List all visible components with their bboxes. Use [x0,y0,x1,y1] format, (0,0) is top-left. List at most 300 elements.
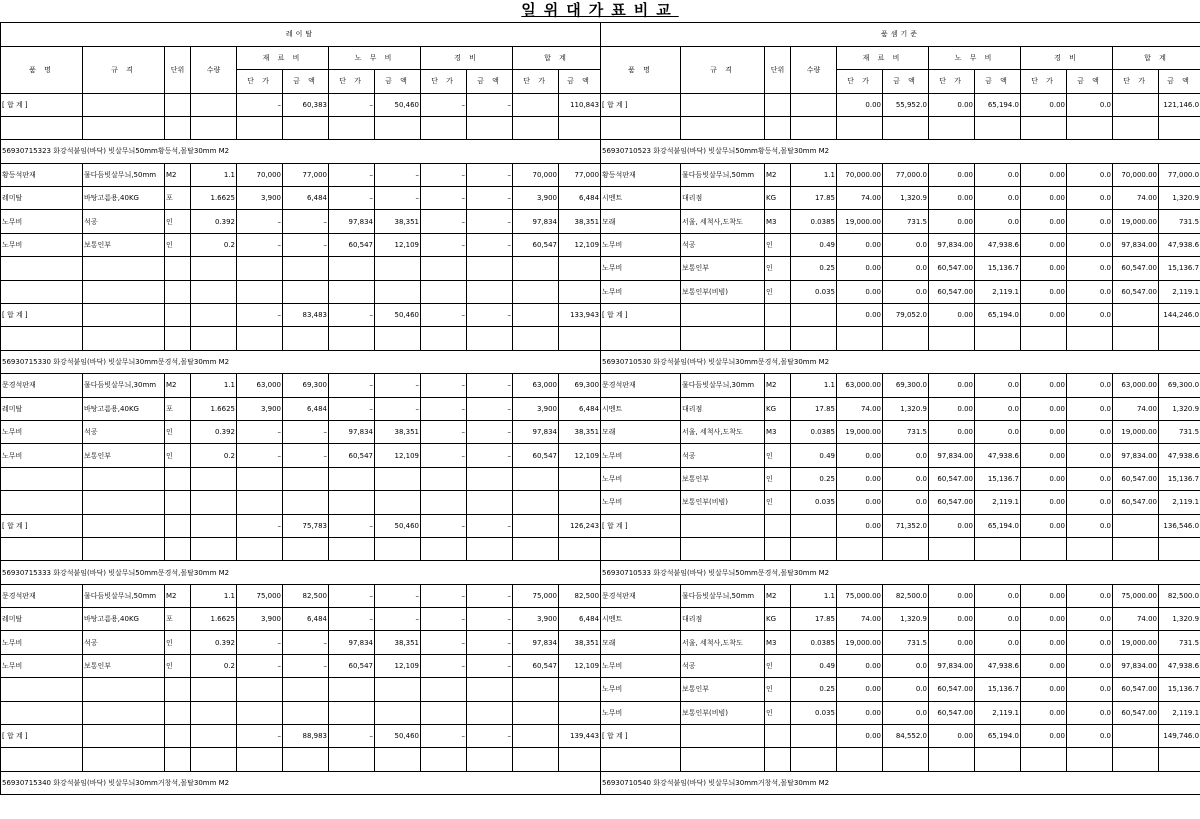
empty-cell [601,537,681,560]
empty-cell [559,257,601,280]
cell-unit: KG [765,187,791,210]
cell-material-amount: 1,320.9 [883,608,929,631]
cell-material-amount: 1,320.9 [883,187,929,210]
subtotal-row [1,514,601,537]
cell-total-amount: 1,320.9 [1159,397,1200,420]
header-amount: 금 액 [883,70,929,94]
section-title: 레이탈 [1,23,601,47]
cell-qty: 17.85 [791,187,837,210]
empty-cell [467,678,513,701]
cell-total-price: 19,000.00 [1113,631,1159,654]
cell-unit: 인 [765,701,791,724]
cell-labor-price: 97,834.00 [929,444,975,467]
cell-labor-price: 0.00 [929,163,975,186]
subtotal-cell [1113,725,1159,748]
cell-item: 노무비 [1,420,83,443]
cell-total-price: 60,547.00 [1113,678,1159,701]
subtotal-cell: – [237,725,283,748]
cell-labor-price: 60,547.00 [929,491,975,514]
header-labor: 노 무 비 [329,46,421,70]
cell-material-price: 0.00 [837,654,883,677]
cell-spec: 보통인부 [83,444,165,467]
empty-cell [559,491,601,514]
cell-labor-amount: 0.0 [975,210,1021,233]
empty-cell [1159,748,1200,771]
cell-total-price: 19,000.00 [1113,210,1159,233]
item-code-row [601,561,1200,584]
table-row [601,233,1200,256]
table-row [601,678,1200,701]
cell-spec: 바탕고름용,40KG [83,608,165,631]
subtotal-cell: – [329,725,375,748]
cell-material-amount: – [283,233,329,256]
subtotal-row [1,93,601,116]
empty-cell [191,467,237,490]
subtotal-cell: – [467,725,513,748]
item-code-title: 56930710530 화강석붙임(바닥) 빗살무늬30mm문경석,몰탈30mm M2 [601,350,1200,373]
empty-cell [559,327,601,350]
subtotal-cell: 65,194.0 [975,725,1021,748]
cell-item: 노무비 [1,654,83,677]
blank-row [601,327,1200,350]
item-code-row [1,140,601,163]
empty-cell [791,537,837,560]
cell-expense-amount: 0.0 [1067,374,1113,397]
empty-cell [1113,537,1159,560]
empty-cell [929,748,975,771]
cell-labor-price: 0.00 [929,374,975,397]
cell-unit: M2 [765,163,791,186]
subtotal-cell: 55,952.0 [883,93,929,116]
cell-item: 모래 [601,420,681,443]
cell-item: 노무비 [601,467,681,490]
cell-expense-price: 0.00 [1021,654,1067,677]
cell-expense-price: 0.00 [1021,584,1067,607]
cell-unit: 인 [765,233,791,256]
header-amount: 금 액 [467,70,513,94]
cell-expense-price: – [421,444,467,467]
cell-unit: 인 [765,280,791,303]
left-table [0,22,601,795]
empty-cell [329,701,375,724]
cell-item: 황등석판재 [1,163,83,186]
empty-cell [765,116,791,139]
empty-cell [83,467,165,490]
cell-total-price: 3,900 [513,397,559,420]
empty-cell [559,537,601,560]
cell-material-amount: 1,320.9 [883,397,929,420]
empty-cell [421,257,467,280]
cell-material-amount: 731.5 [883,420,929,443]
cell-unit: KG [765,397,791,420]
cell-total-amount: 1,320.9 [1159,187,1200,210]
cell-expense-price: – [421,420,467,443]
cell-material-price: 63,000 [237,374,283,397]
cell-unit: 포 [165,608,191,631]
cell-labor-price: – [329,608,375,631]
table-row [601,420,1200,443]
subtotal-cell: 50,460 [375,725,421,748]
empty-cell [283,748,329,771]
cell-qty: 0.0385 [791,210,837,233]
subtotal-cell: – [329,93,375,116]
blank-row [1,491,601,514]
cell-expense-amount: 0.0 [1067,257,1113,280]
empty-cell [837,748,883,771]
cell-expense-price: 0.00 [1021,280,1067,303]
cell-spec: 보통인부 [681,467,765,490]
subtotal-cell: 0.0 [1067,725,1113,748]
empty-cell [329,467,375,490]
cell-qty: 1.6625 [191,187,237,210]
cell-expense-amount: – [467,397,513,420]
cell-material-amount: – [283,654,329,677]
blank-row [1,467,601,490]
blank-row [601,116,1200,139]
subtotal-cell [681,93,765,116]
subtotal-cell: – [421,725,467,748]
cell-unit: 인 [765,467,791,490]
cell-unit: 인 [765,257,791,280]
empty-cell [837,327,883,350]
cell-expense-amount: 0.0 [1067,678,1113,701]
subtotal-cell [765,93,791,116]
subtotal-cell: 0.0 [1067,304,1113,327]
header-spec: 규 격 [83,46,165,93]
cell-material-price: 0.00 [837,467,883,490]
table-row [1,210,601,233]
cell-item: 노무비 [1,444,83,467]
empty-cell [883,116,929,139]
subtotal-row [601,514,1200,537]
subtotal-row [601,93,1200,116]
cell-expense-price: – [421,631,467,654]
cell-qty: 1.1 [791,584,837,607]
cell-qty: 0.392 [191,420,237,443]
cell-material-price: – [237,210,283,233]
cell-material-price: 75,000.00 [837,584,883,607]
cell-material-price: 70,000.00 [837,163,883,186]
cell-total-price: 74.00 [1113,187,1159,210]
empty-cell [601,748,681,771]
cell-expense-amount: 0.0 [1067,420,1113,443]
cell-total-price: 75,000 [513,584,559,607]
cell-item: 문경석판재 [601,374,681,397]
subtotal-cell [191,93,237,116]
table-row [601,257,1200,280]
subtotal-cell: 139,443 [559,725,601,748]
cell-expense-amount: 0.0 [1067,233,1113,256]
empty-cell [513,748,559,771]
header-unit: 단위 [765,46,791,93]
empty-cell [375,678,421,701]
empty-cell [165,748,191,771]
cell-qty: 0.392 [191,210,237,233]
item-code-title: 56930710523 화강석붙임(바닥) 빗살무늬50mm황등석,몰탈30mm M2 [601,140,1200,163]
empty-cell [421,537,467,560]
subtotal-cell: – [421,514,467,537]
subtotal-label: [ 합 계 ] [601,304,681,327]
cell-expense-price: 0.00 [1021,233,1067,256]
cell-total-amount: 82,500 [559,584,601,607]
cell-item: 문경석판재 [601,584,681,607]
empty-cell [929,537,975,560]
cell-material-price: 74.00 [837,187,883,210]
subtotal-cell: – [329,304,375,327]
cell-material-price: 19,000.00 [837,631,883,654]
cell-expense-price: 0.00 [1021,631,1067,654]
cell-material-amount: 0.0 [883,491,929,514]
cell-item: 모래 [601,631,681,654]
subtotal-cell: 88,983 [283,725,329,748]
empty-cell [1,116,83,139]
blank-row [1,116,601,139]
cell-total-price: 60,547 [513,654,559,677]
empty-cell [559,748,601,771]
cell-spec: 서울, 세척사,도착도 [681,210,765,233]
subtotal-cell: 0.00 [837,725,883,748]
right-table [600,22,1200,795]
subtotal-cell: 65,194.0 [975,514,1021,537]
blank-row [601,748,1200,771]
subtotal-cell: 0.00 [837,514,883,537]
cell-material-amount: – [283,444,329,467]
cell-expense-amount: 0.0 [1067,444,1113,467]
document-title: 일위대가표비교 [521,1,679,19]
empty-cell [975,748,1021,771]
cell-total-amount: 15,136.7 [1159,678,1200,701]
section-title: 품셈기준 [601,23,1200,47]
cell-expense-amount: 0.0 [1067,163,1113,186]
empty-cell [191,537,237,560]
cell-spec: 보통인부 [681,257,765,280]
cell-expense-amount: 0.0 [1067,608,1113,631]
header-unit: 단위 [165,46,191,93]
table-row [1,233,601,256]
subtotal-cell [83,304,165,327]
cell-expense-amount: 0.0 [1067,467,1113,490]
table-row [601,444,1200,467]
empty-cell [1021,327,1067,350]
cell-qty: 0.0385 [791,631,837,654]
subtotal-cell: 149,746.0 [1159,725,1200,748]
subtotal-cell: 0.00 [1021,93,1067,116]
cell-material-amount: – [283,420,329,443]
empty-cell [513,491,559,514]
cell-total-price: 74.00 [1113,608,1159,631]
table-row [601,397,1200,420]
cell-labor-amount: 12,109 [375,233,421,256]
header-amount: 금 액 [559,70,601,94]
cell-expense-amount: – [467,631,513,654]
cell-unit: 인 [765,678,791,701]
empty-cell [329,327,375,350]
cell-labor-amount: 2,119.1 [975,280,1021,303]
cell-qty: 1.1 [791,163,837,186]
subtotal-cell [513,93,559,116]
cell-spec: 서울, 세척사,도착도 [681,631,765,654]
cell-expense-price: – [421,187,467,210]
subtotal-label: [ 합 계 ] [601,725,681,748]
cell-labor-amount: 0.0 [975,631,1021,654]
cell-spec: 바탕고름용,40KG [83,397,165,420]
cell-labor-amount: 0.0 [975,420,1021,443]
subtotal-cell [681,514,765,537]
cell-labor-price: 0.00 [929,210,975,233]
cell-material-amount: 6,484 [283,608,329,631]
empty-cell [837,116,883,139]
cell-expense-amount: – [467,187,513,210]
empty-cell [975,116,1021,139]
cell-spec: 물다듬빗살무늬,50mm [83,584,165,607]
empty-cell [1159,537,1200,560]
cell-material-amount: 6,484 [283,397,329,420]
header-total: 합 계 [1113,46,1200,70]
empty-cell [375,257,421,280]
item-code-title: 56930710533 화강석붙임(바닥) 빗살무늬50mm문경석,몰탈30mm M2 [601,561,1200,584]
subtotal-cell [1113,514,1159,537]
empty-cell [329,257,375,280]
cell-total-price: 97,834.00 [1113,444,1159,467]
cell-item: 문경석판재 [1,584,83,607]
header-unit-price: 단 가 [329,70,375,94]
empty-cell [283,537,329,560]
header-labor: 노 무 비 [929,46,1021,70]
cell-labor-price: 60,547 [329,444,375,467]
empty-cell [375,327,421,350]
cell-unit: 인 [165,420,191,443]
empty-cell [191,327,237,350]
cell-unit: M2 [165,163,191,186]
cell-labor-amount: – [375,374,421,397]
cell-spec: 석공 [681,233,765,256]
subtotal-cell [791,514,837,537]
cell-total-amount: 6,484 [559,608,601,631]
subtotal-cell [513,304,559,327]
cell-spec: 서울, 세척사,도착도 [681,420,765,443]
cell-item: 레미탈 [1,397,83,420]
cell-labor-amount: 47,938.6 [975,444,1021,467]
cell-item: 시멘트 [601,187,681,210]
empty-cell [237,537,283,560]
empty-cell [467,748,513,771]
subtotal-cell [83,93,165,116]
blank-row [1,678,601,701]
cell-material-price: 74.00 [837,608,883,631]
empty-cell [165,537,191,560]
cell-total-amount: 69,300 [559,374,601,397]
empty-cell [165,257,191,280]
cell-unit: M2 [165,374,191,397]
cell-material-price: 3,900 [237,187,283,210]
subtotal-cell [165,93,191,116]
table-row [1,631,601,654]
cell-spec: 석공 [681,444,765,467]
cell-material-amount: 0.0 [883,678,929,701]
cell-labor-price: – [329,163,375,186]
subtotal-cell: 0.00 [837,93,883,116]
blank-row [1,257,601,280]
empty-cell [467,491,513,514]
cell-material-price: 74.00 [837,397,883,420]
table-row [601,654,1200,677]
subtotal-cell: 0.0 [1067,93,1113,116]
empty-cell [975,537,1021,560]
cell-material-price: 3,900 [237,608,283,631]
cell-total-amount: 69,300.0 [1159,374,1200,397]
empty-cell [421,327,467,350]
cell-material-amount: 69,300 [283,374,329,397]
cell-total-price: 74.00 [1113,397,1159,420]
empty-cell [283,491,329,514]
empty-cell [83,327,165,350]
cell-expense-amount: 0.0 [1067,631,1113,654]
cell-unit: 포 [165,397,191,420]
cell-item: 노무비 [1,210,83,233]
empty-cell [513,327,559,350]
empty-cell [283,467,329,490]
cell-total-price: 97,834 [513,210,559,233]
empty-cell [237,327,283,350]
header-item: 품 명 [601,46,681,93]
table-row [601,467,1200,490]
cell-unit: M2 [765,584,791,607]
header-expense: 경 비 [1021,46,1113,70]
cell-spec: 대리점 [681,187,765,210]
subtotal-cell: – [467,304,513,327]
cell-spec: 보통인부(비빔) [681,280,765,303]
empty-cell [375,748,421,771]
cell-material-amount: – [283,631,329,654]
empty-cell [467,327,513,350]
empty-cell [513,467,559,490]
cell-material-amount: 0.0 [883,654,929,677]
empty-cell [421,748,467,771]
cell-labor-amount: 15,136.7 [975,257,1021,280]
cell-labor-price: 0.00 [929,608,975,631]
empty-cell [681,748,765,771]
section-title-row [601,23,1200,47]
empty-cell [513,537,559,560]
cell-total-amount: 2,119.1 [1159,701,1200,724]
subtotal-cell: 50,460 [375,514,421,537]
empty-cell [1021,537,1067,560]
header-amount: 금 액 [975,70,1021,94]
cell-material-amount: 731.5 [883,631,929,654]
cell-labor-amount: 38,351 [375,210,421,233]
cell-labor-amount: 0.0 [975,584,1021,607]
empty-cell [765,537,791,560]
header-unit-price: 단 가 [421,70,467,94]
subtotal-cell [191,725,237,748]
empty-cell [467,116,513,139]
empty-cell [329,537,375,560]
cell-expense-price: 0.00 [1021,374,1067,397]
cell-material-amount: 0.0 [883,467,929,490]
empty-cell [1113,327,1159,350]
cell-material-price: 0.00 [837,444,883,467]
empty-cell [421,701,467,724]
empty-cell [83,116,165,139]
table-row [601,210,1200,233]
empty-cell [165,678,191,701]
cell-qty: 0.49 [791,233,837,256]
cell-expense-price: – [421,233,467,256]
cell-total-price: 60,547 [513,233,559,256]
header-row [1,46,601,70]
cell-total-amount: 12,109 [559,233,601,256]
table-row [601,187,1200,210]
